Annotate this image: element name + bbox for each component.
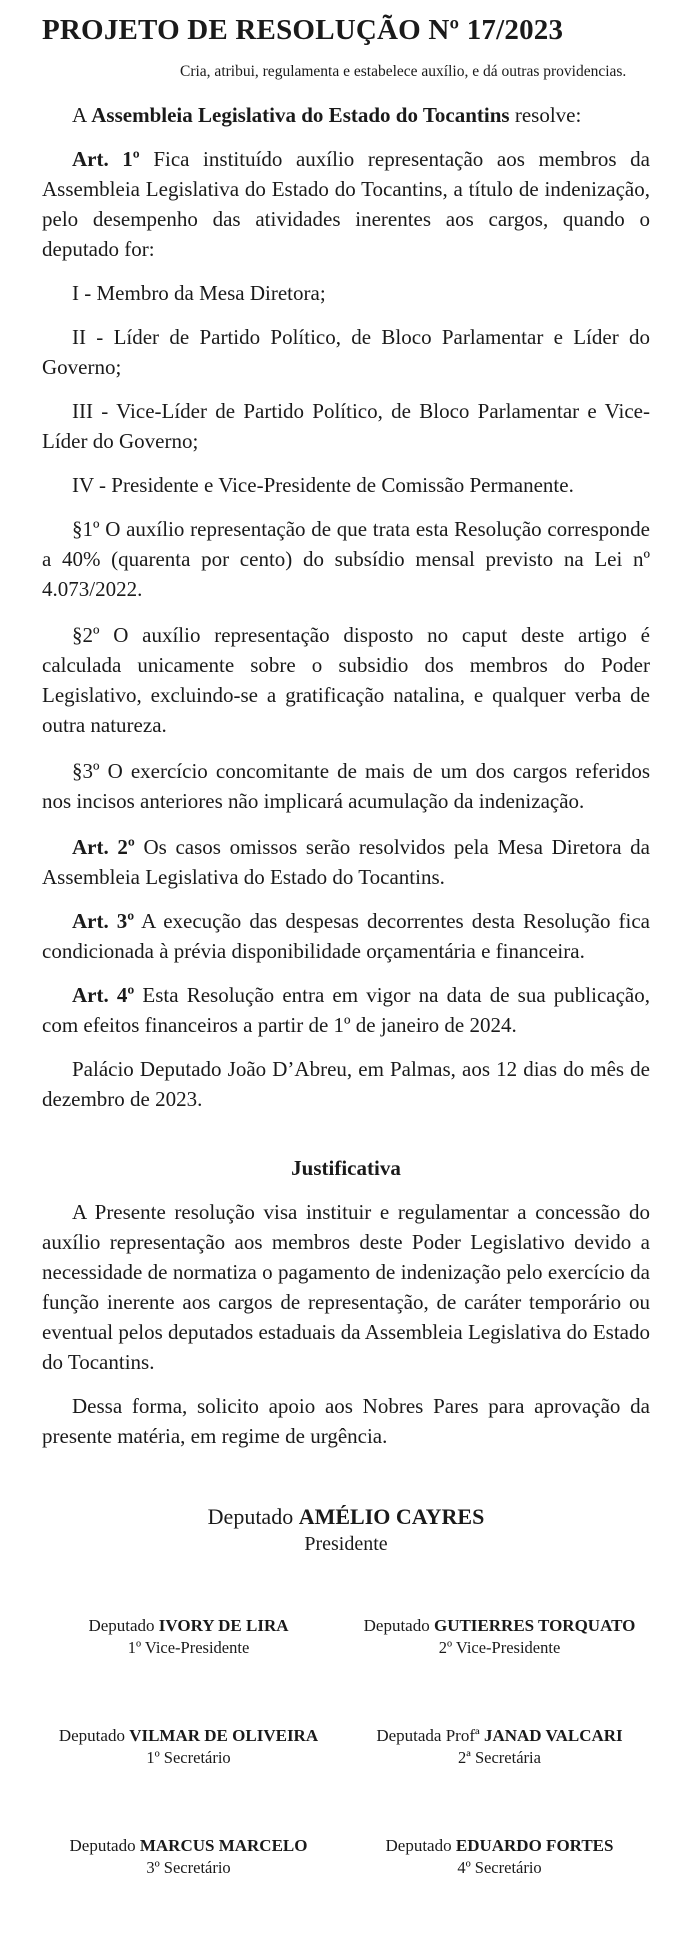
ementa: Cria, atribui, regulamenta e estabelece auxílio, e dá outras providencias. [180,63,627,80]
signature-block: Deputado VILMAR DE OLIVEIRA 1º Secretário [38,1725,339,1769]
justification-heading: Justificativa [291,1156,401,1180]
signature-name: VILMAR DE OLIVEIRA [129,1726,319,1745]
signature-name: EDUARDO FORTES [455,1836,614,1855]
article-3: Art. 3º A execução das despesas decorrentes desta Resolução fica condicionada à prévia disponibilidade orçamentária e financeira. [42,909,651,963]
document-title: PROJETO DE RESOLUÇÃO Nº 17/2023 [42,14,564,46]
article-1-item-iii: III - Vice-Líder de Partido Político, de Bloco Parlamentar e Vice-Líder do Governo; [42,399,650,453]
signature-name: MARCUS MARCELO [139,1836,308,1855]
signature-name: GUTIERRES TORQUATO [433,1616,636,1635]
article-1-paragraph-1: §1º O auxílio representação de que trata esta Resolução corresponde a 40% (quarenta por cento) do subsídio mensal previsto na Lei nº 4.073/2022. [42,517,650,601]
article-1-paragraph-3: §3º O exercício concomitante de mais de um dos cargos referidos nos incisos anteriores não implicará acumulação da indenização. [42,759,650,813]
signature-role: 1º Vice-Presidente [127,1638,250,1657]
article-2: Art. 2º Os casos omissos serão resolvidos pela Mesa Diretora da Assembleia Legislativa do Estado do Tocantins. [42,835,650,889]
signature-block: Deputado IVORY DE LIRA 1º Vice-Presidente [38,1615,339,1659]
signature-president-name: AMÉLIO CAYRES [298,1504,485,1529]
signature-name: JANAD VALCARI [483,1726,623,1745]
signature-grid [38,1615,650,1879]
article-1-item-ii: II - Líder de Partido Político, de Bloco Parlamentar e Líder do Governo; [42,325,650,379]
justification-paragraph-1: A Presente resolução visa instituir e regulamentar a concessão do auxílio representação aos membros deste Poder Legislativo devido a necessidade de normatiza o pagamento de indenização pelo exercício da função inerente aos cargos de representação, de caráter temporário ou eventual pelos deputados estaduais da Assembleia Legislativa do Estado do Tocantins. [42,1200,650,1374]
article-3-label: Art. 3º [72,909,135,933]
article-1-item-i: I - Membro da Mesa Diretora; [72,281,326,305]
justification-paragraph-2: Dessa forma, solicito apoio aos Nobres Pares para aprovação da presente matéria, em regime de urgência. [42,1394,650,1448]
article-4: Art. 4º Esta Resolução entra em vigor na data de sua publicação, com efeitos financeiros a partir de 1º de janeiro de 2024. [42,983,650,1037]
article-1-paragraph-2: §2º O auxílio representação disposto no caput deste artigo é calculada unicamente sobre o subsidio dos membros do Poder Legislativo, excluindo-se a gratificação natalina, e qualquer verba de outra natureza. [42,623,650,737]
signature-block: Deputada Profª JANAD VALCARI 2ª Secretária [349,1725,650,1769]
preamble: A Assembleia Legislativa do Estado do Tocantins resolve: [72,103,582,127]
article-1-item-iv: IV - Presidente e Vice-Presidente de Comissão Permanente. [72,473,574,497]
closing-place-date: Palácio Deputado João D’Abreu, em Palmas, aos 12 dias do mês de dezembro de 2023. [42,1057,650,1111]
signature-president-role: Presidente [304,1533,388,1555]
signature-role: 3º Secretário [146,1858,231,1877]
article-2-label: Art. 2º [72,835,135,859]
preamble-entity: Assembleia Legislativa do Estado do Tocantins [91,103,510,127]
signature-role: 2ª Secretária [458,1748,541,1767]
signature-name: IVORY DE LIRA [158,1616,289,1635]
signature-president: Deputado AMÉLIO CAYRES Presidente [42,1503,650,1557]
signature-block: Deputado GUTIERRES TORQUATO 2º Vice-Presidente [349,1615,650,1659]
article-1: Art. 1º Fica instituído auxílio representação aos membros da Assembleia Legislativa do Estado do Tocantins, a título de indenização, pelo desempenho das atividades inerentes aos cargos, quando o deputado for: [42,147,650,261]
article-1-label: Art. 1º [72,147,140,171]
signature-role: 2º Vice-Presidente [438,1638,561,1657]
signature-block: Deputado EDUARDO FORTES 4º Secretário [349,1835,650,1879]
signature-block: Deputado MARCUS MARCELO 3º Secretário [38,1835,339,1879]
signature-role: 4º Secretário [457,1858,542,1877]
signature-role: 1º Secretário [146,1748,231,1767]
article-4-label: Art. 4º [72,983,135,1007]
